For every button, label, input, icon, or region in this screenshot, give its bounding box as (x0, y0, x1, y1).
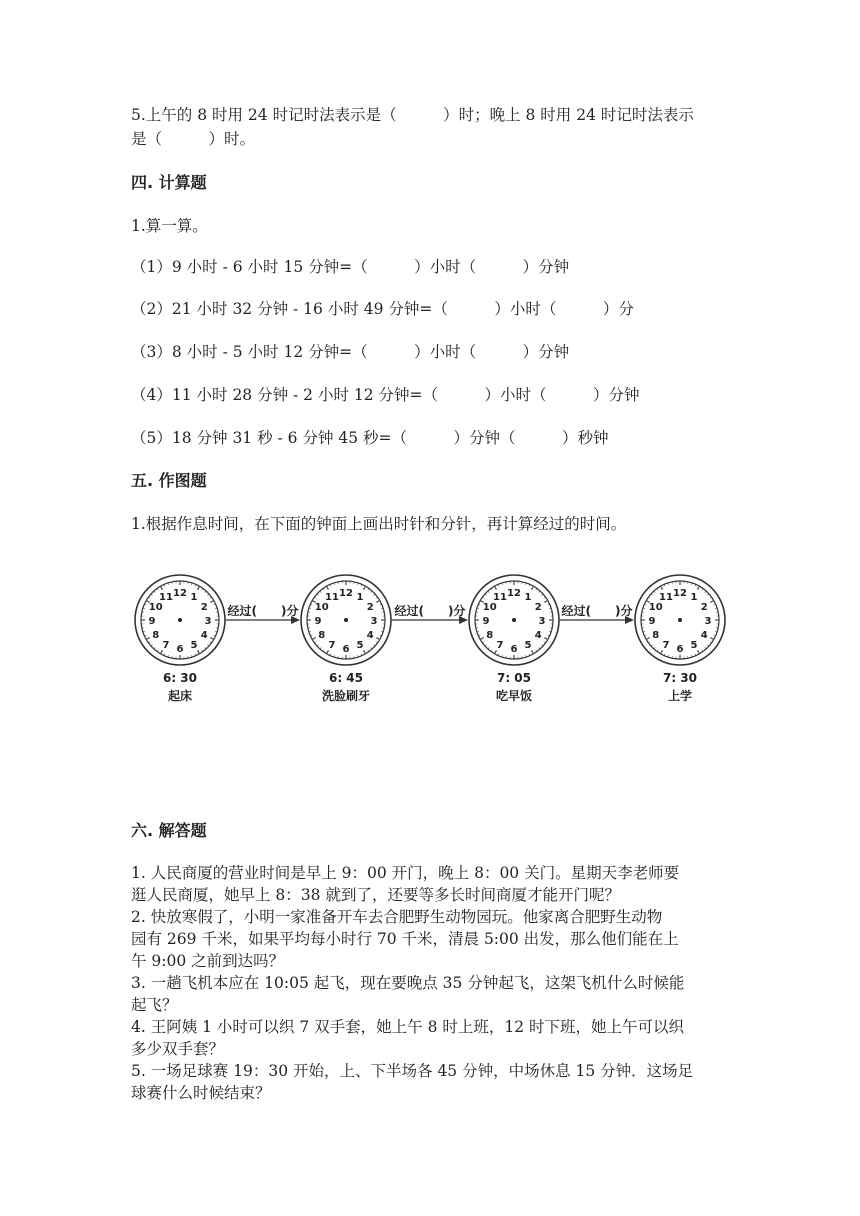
clock-number: 6 (342, 644, 350, 655)
clock-number: 8 (318, 630, 326, 641)
draw-intro: 1.根据作息时间，在下面的钟面上画出时针和分针，再计算经过的时间。 (131, 515, 627, 533)
clock-number: 2 (366, 602, 374, 613)
clock-number: 2 (700, 602, 708, 613)
clock-number: 3 (704, 616, 712, 627)
clock-number: 8 (652, 630, 660, 641)
problem-line: 午 9:00 之前到达吗？ (131, 952, 285, 970)
clock-number: 10 (314, 602, 329, 613)
clock-number: 11 (659, 591, 673, 603)
clock-number: 2 (534, 602, 542, 613)
section4-title: 四. 计算题 (131, 173, 207, 192)
clock-center-dot (678, 618, 682, 622)
clock-number: 11 (325, 591, 339, 603)
clock-number: 3 (370, 616, 378, 627)
problem-line: 起飞？ (131, 996, 178, 1014)
clock-number: 7 (662, 640, 670, 652)
clock-number: 1 (356, 591, 364, 603)
clock-number: 9 (482, 616, 490, 627)
clock-center-dot (344, 618, 348, 622)
clock-number: 4 (366, 630, 374, 641)
clock-number: 10 (482, 602, 497, 613)
clock-time: 6: 30 (162, 671, 198, 685)
clock-label: 起床 (167, 689, 193, 703)
clock-number: 7 (162, 640, 170, 652)
problem-line: 逛人民商厦，她早上 8：38 就到了，还要等多长时间商厦才能开门呢？ (131, 886, 620, 904)
problem-line: 园有 269 千米，如果平均每小时行 70 千米，清晨 5:00 出发，那么他们能在上 (131, 930, 679, 948)
clock-number: 6 (176, 644, 184, 655)
clock-number: 12 (339, 588, 353, 599)
arrow-label: 经过( )分 (394, 604, 466, 618)
clock-number: 3 (538, 616, 546, 627)
calc-item: （4）11 小时 28 分钟 - 2 小时 12 分钟=（ ）小时（ ）分钟 (131, 386, 640, 404)
clock-number: 12 (173, 588, 187, 599)
problem-line: 5. 一场足球赛 19：30 开始，上、下半场各 45 分钟，中场休息 15 分钟．这场足 (131, 1062, 694, 1080)
q5-line2: 是（ ）时。 (131, 130, 256, 148)
clock-number: 9 (314, 616, 322, 627)
clock-number: 8 (486, 630, 494, 641)
q5-line1: 5.上午的 8 时用 24 时记时法表示是（ ）时；晚上 8 时用 24 时记时法表示 (131, 106, 694, 124)
clock-number: 7 (328, 640, 336, 652)
clock-number: 10 (648, 602, 663, 613)
clock-label: 吃早饭 (495, 689, 533, 703)
clock-number: 12 (673, 588, 687, 599)
clock-label: 洗脸刷牙 (321, 689, 371, 703)
calc-intro: 1.算一算。 (131, 217, 208, 235)
clock-number: 4 (200, 630, 208, 641)
clock-number: 11 (159, 591, 173, 603)
clock-center-dot (178, 618, 182, 622)
clock-number: 5 (524, 640, 532, 652)
clock-number: 11 (493, 591, 507, 603)
clock-number: 1 (524, 591, 532, 603)
clock-number: 9 (648, 616, 656, 627)
problem-line: 多少双手套？ (131, 1040, 225, 1058)
problem-line: 4. 王阿姨 1 小时可以织 7 双手套，她上午 8 时上班，12 时下班，她上午可以织 (131, 1018, 685, 1036)
arrow-label: 经过( )分 (561, 604, 633, 618)
calc-item: （5）18 分钟 31 秒 - 6 分钟 45 秒=（ ）分钟（ ）秒钟 (131, 429, 609, 447)
clock-number: 8 (152, 630, 160, 641)
problem-line: 球赛什么时候结束？ (131, 1084, 271, 1102)
clock-number: 9 (148, 616, 156, 627)
problem-line: 1. 人民商厦的营业时间是早上 9：00 开门，晚上 8：00 关门。星期天李老师要 (131, 864, 680, 882)
clock-number: 6 (510, 644, 518, 655)
clock-number: 2 (200, 602, 208, 613)
clock-time: 7: 30 (662, 671, 698, 685)
clock-time: 7: 05 (496, 671, 532, 685)
clock-number: 4 (700, 630, 708, 641)
clock-number: 6 (676, 644, 684, 655)
clock-number: 5 (690, 640, 698, 652)
problem-line: 3. 一趟飞机本应在 10:05 起飞，现在要晚点 35 分钟起飞，这架飞机什么时候能 (131, 974, 685, 992)
clock-number: 1 (690, 591, 698, 603)
clock-number: 10 (148, 602, 163, 613)
clock-number: 3 (204, 616, 212, 627)
section6-title: 六. 解答题 (131, 821, 207, 840)
calc-item: （2）21 小时 32 分钟 - 16 小时 49 分钟=（ ）小时（ ）分 (131, 300, 634, 318)
calc-item: （1）9 小时 - 6 小时 15 分钟=（ ）小时（ ）分钟 (131, 258, 570, 276)
problem-line: 2. 快放寒假了，小明一家准备开车去合肥野生动物园玩。他家离合肥野生动物 (131, 908, 663, 926)
clock-number: 7 (496, 640, 504, 652)
section5-title: 五. 作图题 (131, 471, 207, 490)
clock-number: 5 (356, 640, 364, 652)
clock-number: 4 (534, 630, 542, 641)
clock-number: 1 (190, 591, 198, 603)
clock-number: 12 (507, 588, 521, 599)
clock-center-dot (512, 618, 516, 622)
arrow-label: 经过( )分 (227, 604, 299, 618)
calc-item: （3）8 小时 - 5 小时 12 分钟=（ ）小时（ ）分钟 (131, 343, 570, 361)
clock-time: 6: 45 (328, 671, 364, 685)
clock-number: 5 (190, 640, 198, 652)
clock-label: 上学 (667, 689, 693, 703)
clock-figure (132, 570, 742, 710)
